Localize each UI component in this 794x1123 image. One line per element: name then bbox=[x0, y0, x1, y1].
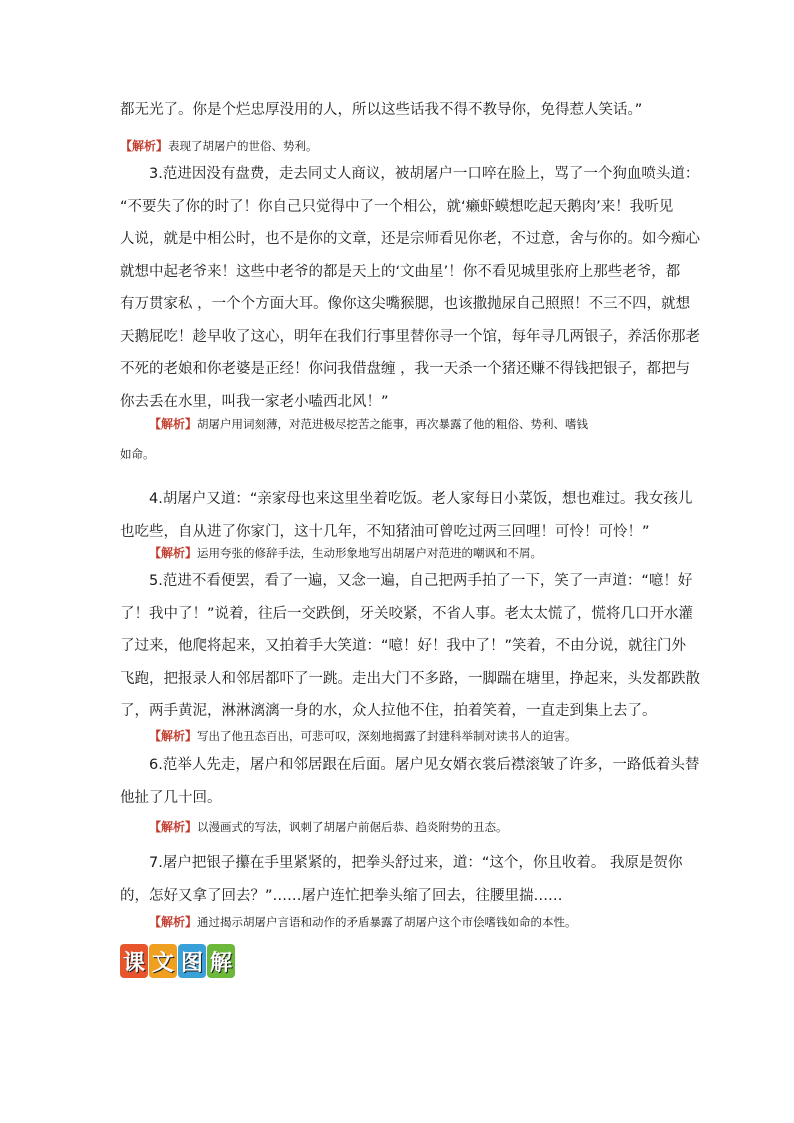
text-line: 他扯了几十回。 bbox=[120, 789, 222, 806]
paragraph-3 bbox=[120, 158, 700, 418]
analysis-tag: 【解析】 bbox=[120, 139, 169, 153]
text-line: 就想中起老爷来！这些中老爷的都是天上的‘文曲星’！你不看见城里张府上那些老爷，都 bbox=[120, 263, 681, 280]
note-text: 胡屠户用词刻薄，对范进极尽挖苦之能事，再次暴露了他的粗俗、势利、嗜钱 bbox=[197, 417, 589, 431]
badge-char: 解 bbox=[207, 944, 235, 978]
note-text: 表现了胡屠户的世俗、势利。 bbox=[168, 139, 318, 153]
analysis-tag: 【解析】 bbox=[149, 417, 198, 431]
paragraph-6 bbox=[120, 749, 700, 814]
text-line: 5.范进不看便罢，看了一遍，又念一遍，自己把两手拍了一下，笑了一声道：“噫！好 bbox=[149, 573, 693, 589]
text-line: 你去丢在水里，叫我一家老小嗑西北风！” bbox=[120, 393, 389, 410]
paragraph-5 bbox=[120, 565, 700, 728]
section-badge-text-illustration bbox=[120, 944, 235, 980]
note-text: 以漫画式的写法，讽刺了胡屠户前倨后恭、趋炎附势的丑态。 bbox=[197, 820, 508, 834]
analysis-tag: 【解析】 bbox=[149, 729, 198, 743]
note-text: 写出了他丑态百出，可悲可叹，深刻地揭露了封建科举制对读书人的迫害。 bbox=[197, 729, 577, 743]
text-line: 了过来，他爬将起来，又拍着手大笑道：“噫！好！我中了！”笑着，不由分说，就往门外 bbox=[120, 638, 687, 654]
note-text: 运用夸张的修辞手法，生动形象地写出胡屠户对范进的嘲讽和不屑。 bbox=[197, 546, 543, 560]
analysis-note-1 bbox=[120, 131, 680, 161]
analysis-note-6 bbox=[120, 907, 680, 937]
analysis-note-3 bbox=[120, 538, 680, 568]
text-line: 3.范进因没有盘费，走去同丈人商议，被胡屠户一口啐在脸上，骂了一个狗血喷头道： bbox=[149, 166, 700, 182]
text-line: “不要失了你的时了！你自己只觉得中了一个相公，就‘癞虾蟆想吃起天鹅肉’来！我听见 bbox=[120, 198, 674, 215]
paragraph-1 bbox=[120, 94, 680, 127]
note-text: 通过揭示胡屠户言语和动作的矛盾暴露了胡屠户这个市侩嗜钱如命的本性。 bbox=[197, 915, 577, 929]
text-line: 4.胡屠户又道：“亲家母也来这里坐着吃饭。老人家每日小菜饭，想也难过。我女孩儿 bbox=[149, 491, 693, 507]
badge-char: 文 bbox=[149, 944, 177, 978]
analysis-tag: 【解析】 bbox=[149, 546, 198, 560]
text-line: 了！我中了！”说着，往后一交跌倒，牙关咬紧，不省人事。老太太慌了，慌将几口开水灌 bbox=[120, 605, 694, 622]
text-line: 都无光了。你是个烂忠厚没用的人，所以这些话我不得不教导你，免得惹人笑话。” bbox=[120, 102, 643, 118]
text-line: 人说，就是中相公时，也不是你的文章，还是宗师看见你老，不过意，舍与你的。如今痴心 bbox=[120, 231, 700, 247]
paragraph-7 bbox=[120, 847, 683, 912]
note-text: 如命。 bbox=[120, 447, 155, 461]
text-line: 7.屠户把银子攥在手里紧紧的，把拳头舒过来，道：“这个，你且收着。 我原是贺你 bbox=[149, 855, 683, 871]
analysis-tag: 【解析】 bbox=[149, 915, 198, 929]
text-line: 飞跑，把报录人和邻居都吓了一跳。走出大门不多路，一脚踹在塘里，挣起来，头发都跌散 bbox=[120, 670, 700, 687]
analysis-note-4 bbox=[120, 721, 680, 751]
badge-char: 图 bbox=[178, 944, 206, 978]
text-line: 天鹅屁吃！趁早收了这心，明年在我们行事里替你寻一个馆，每年寻几两银子，养活你那老 bbox=[120, 328, 700, 345]
text-line: 6.范举人先走，屠户和邻居跟在后面。屠户见女婿衣裳后襟滚皱了许多，一路低着头替 bbox=[149, 757, 700, 773]
badge-char: 课 bbox=[120, 944, 148, 978]
text-line: 了，两手黄泥，淋淋漓漓一身的水，众人拉他不住，拍着笑着，一直走到集上去了。 bbox=[120, 703, 657, 719]
analysis-note-2 bbox=[120, 409, 680, 469]
text-line: 的，怎好又拿了回去？”……屠户连忙把拳头缩了回去，往腰里揣…… bbox=[120, 887, 563, 904]
text-line: 也吃些，自从进了你家门，这十几年，不知猪油可曾吃过两三回哩！可怜！可怜！” bbox=[120, 523, 650, 540]
text-line: 有万贯家私 ，一个个方面大耳。像你这尖嘴猴腮，也该撒抛尿自己照照！不三不四，就想 bbox=[120, 296, 691, 312]
analysis-tag: 【解析】 bbox=[149, 820, 198, 834]
text-line: 不死的老娘和你老婆是正经！你问我借盘缠 ，我一天杀一个猪还赚不得钱把银子，都把与 bbox=[120, 361, 691, 377]
analysis-note-5 bbox=[120, 812, 680, 842]
